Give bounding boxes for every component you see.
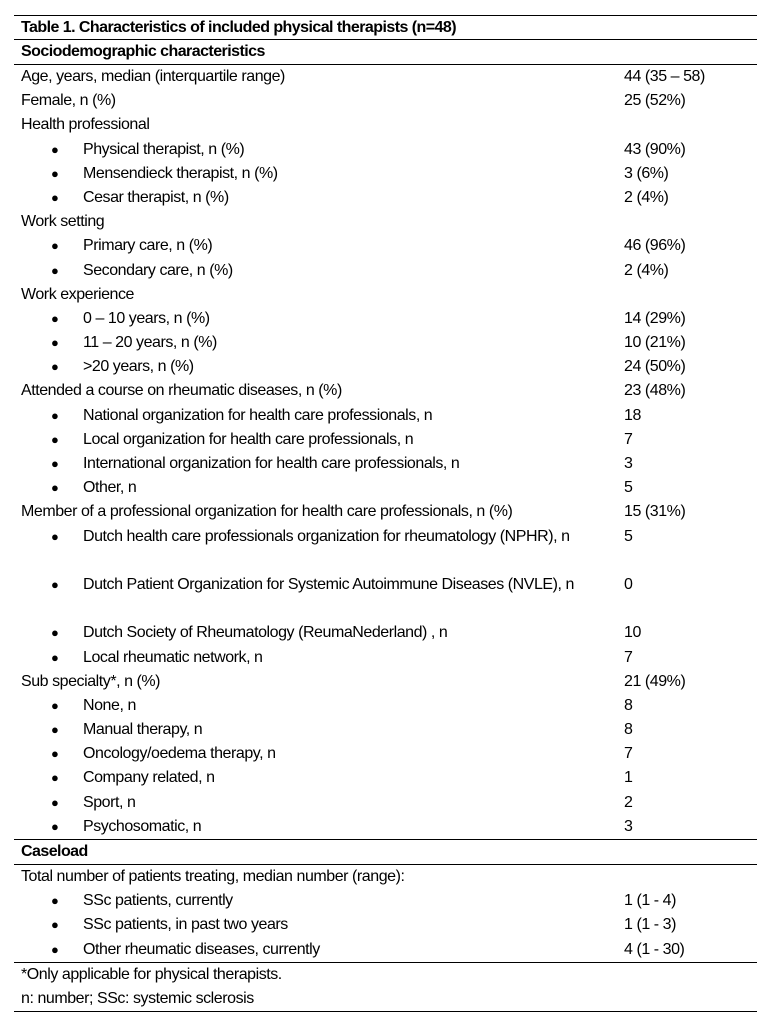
row-value: 1 (1 - 3) [624, 916, 676, 934]
table-row [14, 865, 757, 889]
table-row [14, 379, 757, 403]
bullet-icon: ● [51, 625, 59, 641]
table-row [14, 89, 757, 113]
table-row-sub [14, 766, 757, 790]
bullet-icon: ● [51, 941, 59, 957]
row-label: Female, n (%) [21, 92, 116, 110]
table-row-sub [14, 525, 757, 573]
table-row-sub [14, 138, 757, 162]
table-row-sub [14, 815, 757, 839]
row-label: Mensendieck therapist, n (%) [83, 164, 278, 182]
bullet-icon: ● [51, 262, 59, 278]
row-value: 44 (35 – 58) [624, 68, 705, 85]
row-label: Dutch Society of Rheumatology (ReumaNederland) , n [83, 624, 448, 642]
table-row-sub [14, 742, 757, 766]
row-value: 3 (6%) [624, 164, 669, 182]
row-label: Physical therapist, n (%) [83, 140, 245, 158]
bullet-icon: ● [51, 770, 59, 786]
row-label: SSc patients, in past two years [83, 916, 288, 934]
row-label: Cesar therapist, n (%) [83, 188, 229, 206]
row-label: Sub specialty*, n (%) [21, 672, 161, 690]
characteristics-table [14, 15, 757, 1012]
row-value: 7 [624, 648, 633, 666]
table-row-sub [14, 428, 757, 452]
table-row [14, 113, 757, 137]
row-value: 0 [624, 575, 633, 593]
row-label: Manual therapy, n [83, 721, 203, 739]
row-value: 2 [624, 793, 633, 811]
bullet-icon: ● [51, 310, 59, 326]
caseload-rows [14, 865, 757, 962]
table-row-sub [14, 234, 757, 258]
table-row [14, 65, 757, 89]
bullet-icon: ● [51, 697, 59, 713]
bullet-icon: ● [51, 165, 59, 181]
row-value: 2 (4%) [624, 188, 669, 206]
row-label: Other rheumatic diseases, currently [83, 940, 320, 958]
row-value: 15 (31%) [624, 503, 686, 521]
row-value: 3 [624, 817, 633, 835]
table-row-sub [14, 452, 757, 476]
row-value: 7 [624, 745, 633, 763]
footnote-row [14, 963, 757, 987]
bullet-icon: ● [51, 480, 59, 496]
bullet-icon: ● [51, 746, 59, 762]
row-value: 8 [624, 696, 633, 714]
row-label: Sport, n [83, 793, 136, 811]
row-label: Work setting [21, 213, 105, 231]
table-title-row [14, 16, 757, 39]
table-row-sub [14, 404, 757, 428]
table-row-sub [14, 307, 757, 331]
sociodemographic-rows [14, 65, 757, 839]
row-value: 3 [624, 455, 633, 472]
section-header-caseload [14, 840, 757, 864]
table-row-sub [14, 573, 757, 621]
table-row [14, 210, 757, 234]
row-label: Dutch Patient Organization for Systemic Autoimmune Diseases (NVLE), n [83, 575, 574, 593]
row-label: Local rheumatic network, n [83, 648, 263, 666]
table-row-sub [14, 259, 757, 283]
section-title: Sociodemographic characteristics [21, 43, 265, 60]
row-value: 5 [624, 479, 633, 497]
table-row-sub [14, 718, 757, 742]
table-row-sub [14, 646, 757, 670]
table-row-sub [14, 913, 757, 937]
bullet-icon: ● [51, 407, 59, 423]
row-label: Health professional [21, 116, 150, 134]
row-label: SSc patients, currently [83, 892, 233, 910]
row-label: Local organization for health care professionals, n [83, 430, 414, 448]
table-row-sub [14, 938, 757, 962]
bullet-icon: ● [51, 722, 59, 738]
table-title: Table 1. Characteristics of included physical therapists (n=48) [21, 19, 456, 36]
row-label: 11 – 20 years, n (%) [83, 334, 217, 352]
bullet-icon: ● [51, 818, 59, 834]
row-value: 14 (29%) [624, 309, 686, 327]
bullet-icon: ● [51, 359, 59, 375]
row-value: 1 (1 - 4) [624, 892, 676, 910]
bullet-icon: ● [51, 576, 59, 592]
row-value: 25 (52%) [624, 92, 686, 110]
bullet-icon: ● [51, 189, 59, 205]
table-row-sub [14, 791, 757, 815]
table-row [14, 500, 757, 524]
row-value: 7 [624, 430, 633, 448]
row-value: 8 [624, 721, 633, 739]
row-label: Dutch health care professionals organization for rheumatology (NPHR), n [83, 527, 570, 545]
row-label: Member of a professional organization for health care professionals, n (%) [21, 503, 513, 521]
row-value: 10 (21%) [624, 334, 686, 352]
row-label: Primary care, n (%) [83, 237, 213, 255]
footnote-row [14, 987, 757, 1011]
bullet-icon: ● [51, 456, 59, 471]
table-row-sub [14, 331, 757, 355]
row-value: 18 [624, 406, 641, 424]
bullet-icon: ● [51, 893, 59, 909]
table-row [14, 670, 757, 694]
row-label: Oncology/oedema therapy, n [83, 745, 276, 763]
row-value: 10 [624, 624, 641, 642]
row-label: International organization for health care professionals, n [83, 455, 460, 472]
footnote: n: number; SSc: systemic sclerosis [21, 989, 254, 1007]
bullet-icon: ● [51, 794, 59, 810]
table-row [14, 283, 757, 307]
row-label: Work experience [21, 285, 135, 303]
bullet-icon: ● [51, 141, 59, 157]
row-label: >20 years, n (%) [83, 358, 194, 376]
row-label: Total number of patients treating, median number (range): [21, 868, 405, 886]
row-label: Company related, n [83, 769, 215, 787]
bullet-icon: ● [51, 431, 59, 447]
table-row-sub [14, 355, 757, 379]
table-row-sub [14, 186, 757, 210]
row-value: 43 (90%) [624, 140, 686, 158]
bullet-icon: ● [51, 335, 59, 351]
section-title: Caseload [21, 843, 88, 861]
table-row-sub [14, 889, 757, 913]
table-row-sub [14, 476, 757, 500]
section-header-sociodemographic [14, 40, 757, 64]
row-value: 23 (48%) [624, 382, 686, 400]
row-label: Psychosomatic, n [83, 817, 202, 835]
row-label: 0 – 10 years, n (%) [83, 309, 210, 327]
row-label: None, n [83, 696, 136, 714]
table-row-sub [14, 162, 757, 186]
bullet-icon: ● [51, 238, 59, 254]
row-label: Other, n [83, 479, 137, 497]
table-row-sub [14, 694, 757, 718]
bullet-icon: ● [51, 528, 59, 544]
bullet-icon: ● [51, 917, 59, 933]
footnote: *Only applicable for physical therapists. [21, 965, 282, 983]
table-row-sub [14, 621, 757, 645]
bullet-icon: ● [51, 649, 59, 665]
row-value: 24 (50%) [624, 358, 686, 376]
row-value: 46 (96%) [624, 237, 686, 255]
row-value: 4 (1 - 30) [624, 940, 685, 958]
row-label: National organization for health care professionals, n [83, 406, 433, 424]
row-label: Secondary care, n (%) [83, 261, 233, 279]
row-value: 5 [624, 527, 633, 545]
row-value: 1 [624, 769, 633, 787]
table-bottom-rule [14, 1011, 757, 1012]
row-label: Attended a course on rheumatic diseases, n (%) [21, 382, 342, 400]
row-value: 2 (4%) [624, 261, 669, 279]
row-value: 21 (49%) [624, 672, 686, 690]
row-label: Age, years, median (interquartile range) [21, 68, 285, 85]
